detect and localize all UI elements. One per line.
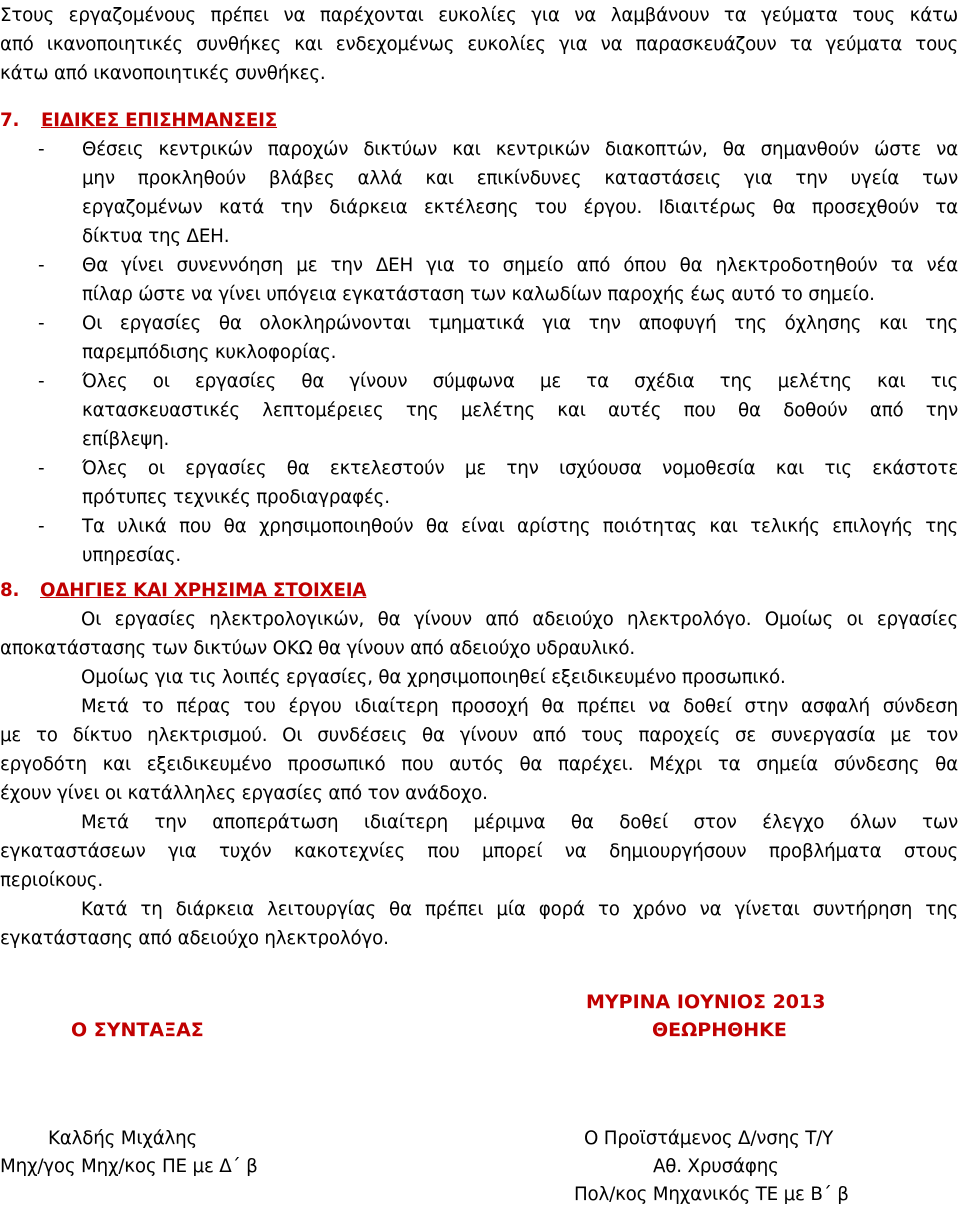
bullet-dash: - xyxy=(38,255,45,276)
bullet-line: μην προκληθούν βλάβες αλλά και επικίνδυνες καταστάσεις για την υγεία των xyxy=(82,168,958,189)
paragraph-line: έχουν γίνει οι κατάλληλες εργασίες από τον ανάδοχο. xyxy=(0,783,488,804)
paragraph-line: εγκατάστασης από αδειούχο ηλεκτρολόγο. xyxy=(0,928,389,949)
intro-line: κάτω από ικανοποιητικές συνθήκες. xyxy=(0,63,326,84)
bullet-dash: - xyxy=(38,458,45,479)
bullet-item xyxy=(0,367,958,454)
paragraph-line: εγκαταστάσεων για τυχόν κακοτεχνίες που μπορεί να δημιουργήσουν προβλήματα στους xyxy=(0,841,958,862)
bullet-line: Τα υλικά που θα χρησιμοποιηθούν θα είναι αρίστης ποιότητας και τελικής επιλογής της xyxy=(82,516,958,537)
bullet-item xyxy=(0,454,958,512)
intro-line: Στους εργαζομένους πρέπει να παρέχονται ευκολίες για να λαμβάνουν τα γεύματα τους κάτω xyxy=(0,5,958,26)
section-8-body xyxy=(0,605,958,953)
bullet-item xyxy=(0,135,958,251)
paragraph-line: Μετά το πέρας του έργου ιδιαίτερη προσοχή θα πρέπει να δοθεί στην ασφαλή σύνδεση xyxy=(81,696,958,717)
paragraph-line: περιοίκους. xyxy=(0,870,103,891)
bullet-line: υπηρεσίας. xyxy=(82,545,182,566)
bullet-line: πίλαρ ώστε να γίνει υπόγεια εγκατάσταση των καλωδίων παροχής έως αυτό το σημείο. xyxy=(82,284,875,305)
section-8-title: ΟΔΗΓΙΕΣ ΚΑΙ ΧΡΗΣΙΜΑ ΣΤΟΙΧΕΙΑ xyxy=(40,580,367,601)
intro-paragraph xyxy=(0,1,958,88)
bullet-line: εργαζομένων κατά την διάρκεια εκτέλεσης του έργου. Ιδιαιτέρως θα προσεχθούν τα xyxy=(82,197,958,218)
section-7-number: 7. xyxy=(0,110,20,131)
approver-name: Αθ. Χρυσάφης xyxy=(653,1156,779,1177)
paragraph-line: αποκατάστασης των δικτύων ΟΚΩ θα γίνουν από αδειούχο υδραυλικό. xyxy=(0,638,635,659)
composer-name: Καλδής Μιχάλης xyxy=(48,1128,198,1149)
composer-title: Μηχ/γος Μηχ/κος ΠΕ με Δ΄ β xyxy=(0,1156,258,1177)
paragraph-line: Οι εργασίες ηλεκτρολογικών, θα γίνουν από αδειούχο ηλεκτρολόγο. Ομοίως οι εργασίες xyxy=(81,609,958,630)
bullet-dash: - xyxy=(38,313,45,334)
approver-title: Πολ/κος Μηχανικός ΤΕ με Β΄ β xyxy=(574,1184,849,1205)
section-8-heading xyxy=(0,576,366,605)
bullet-item xyxy=(0,251,958,309)
composer-heading: Ο ΣΥΝΤΑΞΑΣ xyxy=(71,1019,204,1041)
section-7-heading xyxy=(0,106,277,135)
bullet-line: πρότυπες τεχνικές προδιαγραφές. xyxy=(82,487,390,508)
bullet-dash: - xyxy=(38,139,45,160)
bullet-line: παρεμπόδισης κυκλοφορίας. xyxy=(82,342,337,363)
intro-line: από ικανοποιητικές συνθήκες και ενδεχομένως ευκολίες για να παρασκευάζουν τα γεύματα τους xyxy=(0,34,958,55)
bullet-line: δίκτυα της ΔΕΗ. xyxy=(82,226,230,247)
bullet-line: Θα γίνει συνεννόηση με την ΔΕΗ για το σημείο από όπου θα ηλεκτροδοτηθούν τα νέα xyxy=(82,255,958,276)
paragraph-line: Μετά την αποπεράτωση ιδιαίτερη μέριμνα θα δοθεί στον έλεγχο όλων των xyxy=(81,812,958,833)
bullet-line: επίβλεψη. xyxy=(82,429,170,450)
bullet-item xyxy=(0,512,958,570)
bullet-line: κατασκευαστικές λεπτομέρειες της μελέτης και αυτές που θα δοθούν από την xyxy=(82,400,958,421)
bullet-item xyxy=(0,309,958,367)
paragraph-line: Κατά τη διάρκεια λειτουργίας θα πρέπει μία φορά το χρόνο να γίνεται συντήρηση της xyxy=(81,899,958,920)
paragraph-line: με το δίκτυο ηλεκτρισμού. Οι συνδέσεις θα γίνουν από τους παροχείς σε συνεργασία με τον xyxy=(0,725,958,746)
bullet-line: Οι εργασίες θα ολοκληρώνονται τμηματικά για την αποφυγή της όχλησης και της xyxy=(82,313,958,334)
section-7-bullet-list xyxy=(0,135,958,570)
place-date: ΜΥΡΙΝΑ ΙΟΥΝΙΟΣ 2013 xyxy=(586,991,826,1013)
section-7-title: ΕΙΔΙΚΕΣ ΕΠΙΣΗΜΑΝΣΕΙΣ xyxy=(41,110,278,131)
bullet-line: Όλες οι εργασίες θα εκτελεστούν με την ισχύουσα νομοθεσία και τις εκάστοτε xyxy=(82,458,958,479)
paragraph-line: εργοδότη και εξειδικευμένο προσωπικό που αυτός θα παρέχει. Μέχρι τα σημεία σύνδεσης θα xyxy=(0,754,958,775)
approver-role: Ο Προϊστάμενος Δ/νσης Τ/Υ xyxy=(584,1128,834,1149)
bullet-dash: - xyxy=(38,371,45,392)
paragraph-line: Ομοίως για τις λοιπές εργασίες, θα χρησιμοποιηθεί εξειδικευμένο προσωπικό. xyxy=(81,667,786,688)
bullet-line: Όλες οι εργασίες θα γίνουν σύμφωνα με τα σχέδια της μελέτης και τις xyxy=(82,371,958,392)
approved-heading: ΘΕΩΡΗΘΗΚΕ xyxy=(652,1019,787,1041)
bullet-line: Θέσεις κεντρικών παροχών δικτύων και κεντρικών διακοπτών, θα σημανθούν ώστε να xyxy=(82,139,958,160)
section-8-number: 8. xyxy=(0,580,20,601)
bullet-dash: - xyxy=(38,516,45,537)
